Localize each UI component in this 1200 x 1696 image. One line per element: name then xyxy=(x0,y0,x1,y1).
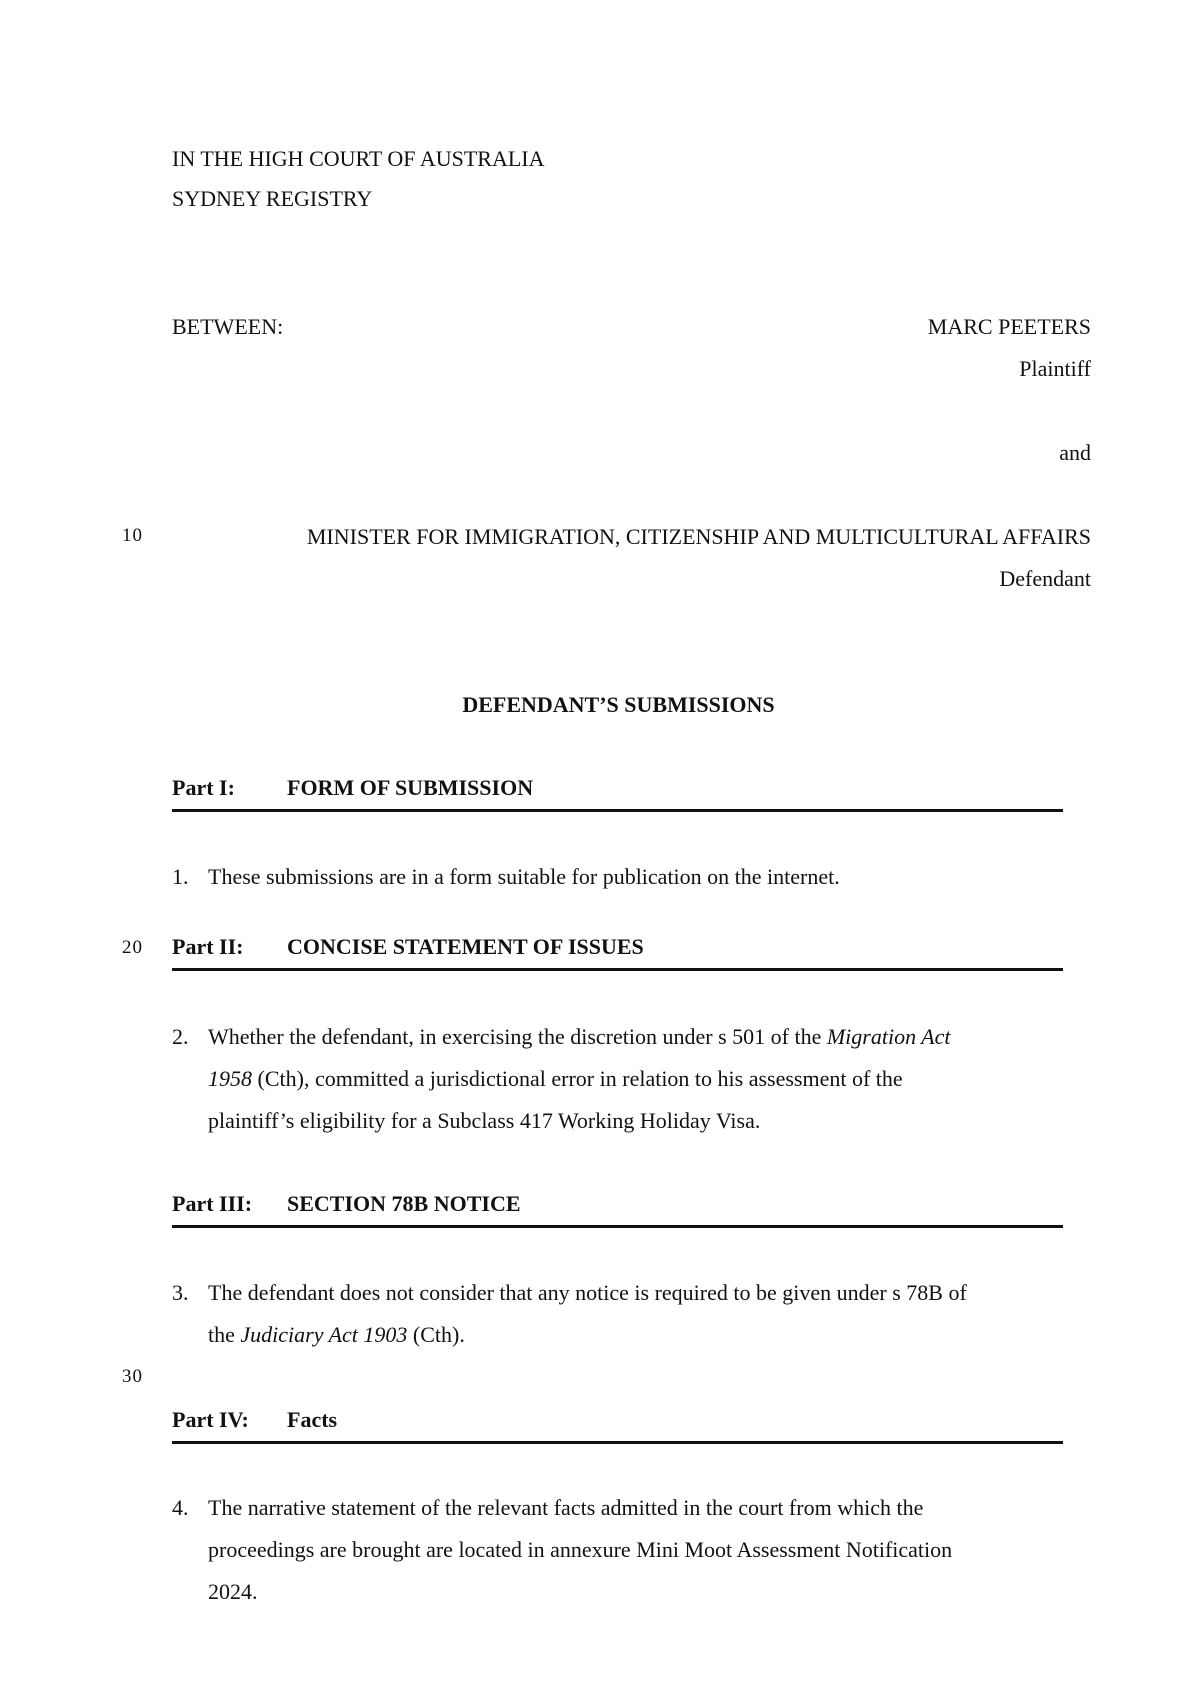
plaintiff-name: MARC PEETERS xyxy=(927,314,1091,339)
paragraph-number: 1. xyxy=(172,864,189,889)
part-label: Part I: xyxy=(172,775,235,800)
party-conjunction: and xyxy=(1059,440,1091,465)
paragraph-text: (Cth). xyxy=(407,1322,465,1347)
act-title: Migration Act xyxy=(826,1024,951,1049)
act-title: Judiciary Act 1903 xyxy=(240,1322,408,1347)
line-number: 10 xyxy=(122,525,143,546)
paragraph-text: proceedings are brought are located in annexure Mini Moot Assessment Notification xyxy=(208,1537,953,1562)
paragraph-text: The narrative statement of the relevant facts admitted in the court from which the xyxy=(208,1495,924,1520)
part-heading xyxy=(172,1407,1063,1444)
paragraph-text: Whether the defendant, in exercising the discretion under s 501 of the xyxy=(208,1024,827,1049)
part-title: CONCISE STATEMENT OF ISSUES xyxy=(287,934,644,959)
part-heading xyxy=(172,934,1063,971)
paragraph-text: 2024. xyxy=(208,1579,258,1604)
defendant-name: MINISTER FOR IMMIGRATION, CITIZENSHIP AND MULTICULTURAL AFFAIRS xyxy=(306,524,1091,549)
part-title: FORM OF SUBMISSION xyxy=(287,775,534,800)
between-label: BETWEEN: xyxy=(172,314,284,339)
line-number: 20 xyxy=(122,937,143,958)
paragraph-text: (Cth), committed a jurisdictional error in relation to his assessment of the xyxy=(252,1066,903,1091)
act-year: 1958 xyxy=(208,1066,252,1091)
paragraph-text: The defendant does not consider that any notice is required to be given under s 78B of xyxy=(208,1280,967,1305)
paragraph-number: 2. xyxy=(172,1024,189,1049)
paragraph-number: 3. xyxy=(172,1280,189,1305)
paragraph-text: the xyxy=(208,1322,241,1347)
part-heading xyxy=(172,775,1063,812)
part-label: Part IV: xyxy=(172,1407,249,1432)
defendant-role: Defendant xyxy=(999,566,1091,591)
part-title: SECTION 78B NOTICE xyxy=(287,1191,521,1216)
paragraph-number: 4. xyxy=(172,1495,189,1520)
registry-name: SYDNEY REGISTRY xyxy=(172,186,373,211)
paragraph-text: These submissions are in a form suitable for publication on the internet. xyxy=(208,864,840,889)
part-label: Part II: xyxy=(172,934,244,959)
part-heading xyxy=(172,1191,1063,1228)
plaintiff-role: Plaintiff xyxy=(1019,356,1091,381)
paragraph-text: plaintiff’s eligibility for a Subclass 417 Working Holiday Visa. xyxy=(208,1108,761,1133)
part-title: Facts xyxy=(287,1407,338,1432)
document-title: DEFENDANT’S SUBMISSIONS xyxy=(462,692,775,717)
court-name: IN THE HIGH COURT OF AUSTRALIA xyxy=(172,146,545,171)
part-label: Part III: xyxy=(172,1191,253,1216)
line-number: 30 xyxy=(122,1366,143,1387)
